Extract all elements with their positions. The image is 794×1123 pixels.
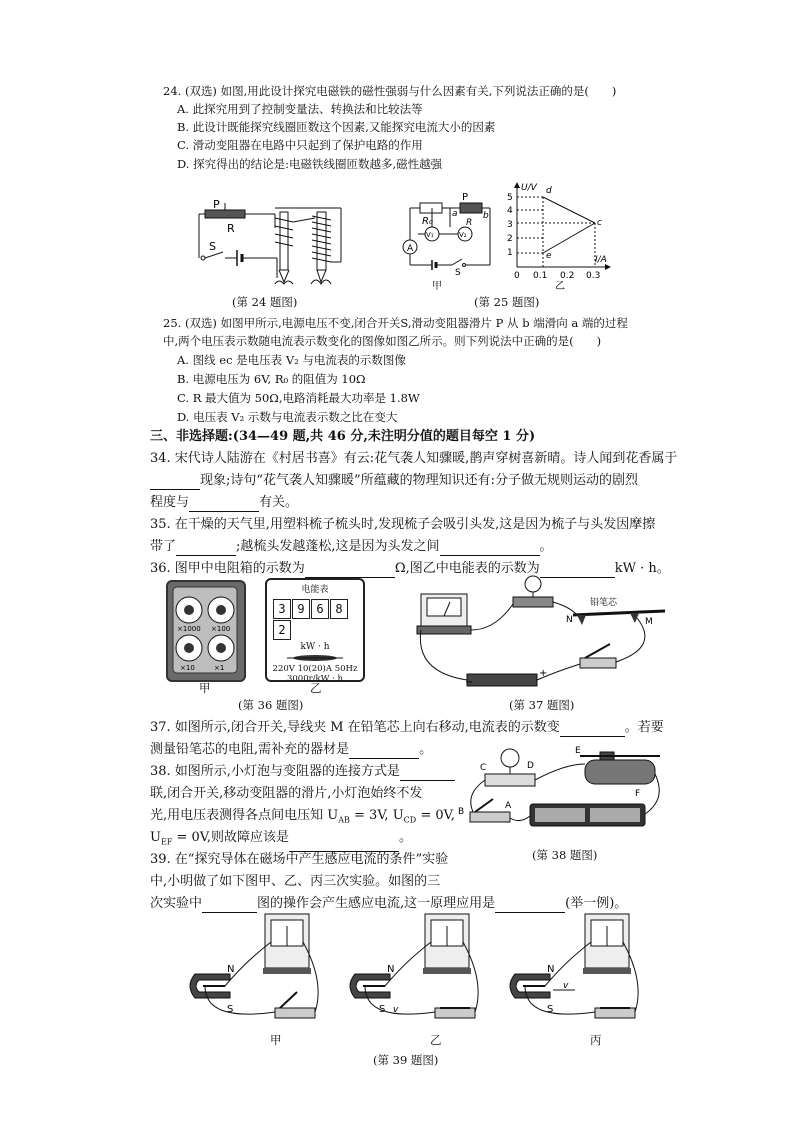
q35-line1: 35. 在干燥的天气里,用塑料梳子梳头时,发现梳子会吸引头发,这是因为梳子与头发因摩擦 bbox=[150, 517, 656, 532]
q25-point-c: c bbox=[597, 218, 602, 228]
q25-x-tick: 0.2 bbox=[560, 271, 575, 281]
q25-stem-line1: 25. (双选) 如图甲所示,电源电压不变,闭合开关S,滑动变阻器滑片 P 从 b 端滑向 a 端的过程 bbox=[163, 316, 628, 330]
q25-voltmeter1-label: V₁ bbox=[426, 231, 434, 239]
q36-sub-label-jia: 甲 bbox=[199, 681, 211, 695]
q25-label-r0: R₀ bbox=[422, 216, 433, 227]
q36-sub-label-yi: 乙 bbox=[310, 681, 322, 695]
q37-blank-2[interactable] bbox=[349, 744, 419, 759]
q25-stem-line2: 中,两个电压表示数随电流表示数变化的图像如图乙所示。则下列说法中正确的是( ) bbox=[163, 334, 602, 348]
q37-label-pencil: 铅笔芯 bbox=[590, 598, 618, 608]
q25-label-r: R bbox=[466, 218, 473, 228]
q39-yi-s: S bbox=[379, 1004, 386, 1015]
q36-meter-digit: 3 bbox=[273, 599, 291, 619]
q39-bing-v: v bbox=[563, 981, 569, 991]
q24-option-b: B. 此设计既能探究线圈匝数这个因素,又能探究电流大小的因素 bbox=[177, 120, 496, 134]
q38-label-f: F bbox=[635, 789, 641, 799]
q24-option-a: A. 此探究用到了控制变量法、转换法和比较法等 bbox=[177, 102, 423, 116]
q25-label-s: S bbox=[455, 268, 461, 275]
q37-label-minus: − bbox=[465, 677, 474, 688]
q39-yi-n: N bbox=[387, 964, 395, 975]
q37-caption: (第 37 题图) bbox=[509, 698, 575, 712]
q39-caption: (第 39 题图) bbox=[373, 1053, 439, 1067]
q24-electromagnet-circuit bbox=[195, 198, 350, 288]
q34-blank-1[interactable] bbox=[150, 475, 200, 490]
q25-y-tick: 4 bbox=[507, 206, 513, 216]
q36-meter-title: 电能表 bbox=[301, 585, 329, 595]
q25-y-tick: 2 bbox=[507, 234, 513, 244]
q35-blank-1[interactable] bbox=[176, 541, 236, 556]
q38-blank-2[interactable] bbox=[289, 837, 399, 852]
q34-line2: 现象;诗句“花气袭人知骤暖”所蕴藏的物理知识还有:分子做无规则运动的剧烈 bbox=[150, 472, 638, 490]
q36-blank-1[interactable] bbox=[305, 563, 395, 578]
q25-y-tick: 5 bbox=[507, 193, 513, 203]
q37-pencil-circuit bbox=[405, 572, 675, 690]
q24-option-c: C. 滑动变阻器在电路中只起到了保护电路的作用 bbox=[177, 138, 423, 152]
q38-line2: 联,闭合开关,移动变阻器的滑片,小灯泡始终不发 bbox=[150, 786, 423, 801]
q36-meter-disc bbox=[285, 653, 345, 663]
q24-caption: (第 24 题图) bbox=[232, 295, 298, 309]
q39-blank-2[interactable] bbox=[495, 898, 565, 913]
q36-meter-spec2: 3000r/kW · h bbox=[286, 674, 344, 684]
q25-y-axis-label: U/V bbox=[521, 183, 537, 193]
q36-resistance-dials bbox=[170, 584, 240, 676]
q34-line3: 程度与 有关。 bbox=[150, 495, 299, 510]
q39-experiment-jia bbox=[185, 912, 335, 1032]
q24-label-s: S bbox=[209, 240, 216, 253]
q39-jia-s: S bbox=[227, 1004, 234, 1015]
q36-meter-digit: 6 bbox=[311, 599, 329, 619]
q39-line1: 39. 在“探究导体在磁场中产生感应电流的条件”实验 bbox=[150, 852, 449, 867]
q34-blank-2[interactable] bbox=[189, 497, 259, 512]
q25-point-d: d bbox=[546, 186, 552, 196]
q25-ui-graph bbox=[505, 180, 615, 290]
q36-meter-digit: 9 bbox=[292, 599, 310, 619]
q37-blank-1[interactable] bbox=[560, 722, 625, 737]
q25-ammeter-label: A bbox=[407, 244, 414, 254]
q35-blank-2[interactable] bbox=[440, 541, 540, 556]
q25-y-tick: 3 bbox=[507, 220, 513, 230]
q25-label-p: P bbox=[462, 192, 469, 203]
q25-label-a: a bbox=[452, 209, 458, 219]
q38-line4: $U_{EF} = 0V$,则故障应该是 。 bbox=[150, 829, 412, 852]
q39-bing-s: S bbox=[547, 1004, 554, 1015]
q25-option-d: D. 电压表 V₂ 示数与电流表示数之比在变大 bbox=[177, 410, 398, 424]
q38-label-c: C bbox=[480, 763, 487, 773]
q38-blank-1[interactable] bbox=[400, 766, 455, 781]
q25-voltmeter2-label: V₂ bbox=[459, 231, 467, 239]
q39-experiment-yi bbox=[345, 912, 495, 1032]
q38-line1: 38. 如图所示,小灯泡与变阻器的连接方式是 bbox=[150, 763, 455, 781]
q36-meter-unit: kW · h bbox=[300, 642, 330, 652]
q38-label-e: E bbox=[575, 746, 581, 756]
q39-sub-label-jia: 甲 bbox=[270, 1033, 282, 1047]
q36-dial-label: ×1000 bbox=[177, 625, 201, 633]
q25-point-e: e bbox=[546, 251, 552, 261]
q25-option-b: B. 电源电压为 6V, R₀ 的阻值为 10Ω bbox=[177, 372, 366, 386]
q39-sub-label-bing: 丙 bbox=[590, 1033, 602, 1047]
q25-x-tick: 0 bbox=[514, 271, 520, 281]
q25-caption: (第 25 题图) bbox=[474, 295, 540, 309]
q25-x-axis-label: I/A bbox=[595, 255, 607, 265]
q37-label-m: M bbox=[645, 617, 653, 627]
q39-jia-n: N bbox=[227, 964, 235, 975]
q36-meter-digits bbox=[273, 598, 363, 640]
section-heading: 三、非选择题:(34—49 题,共 46 分,未注明分值的题目每空 1 分) bbox=[150, 429, 536, 444]
q25-circuit-diagram bbox=[400, 190, 500, 275]
q38-label-b: B bbox=[458, 807, 465, 817]
q37-label-n: N bbox=[566, 615, 573, 625]
q39-sub-label-yi: 乙 bbox=[430, 1033, 442, 1047]
q25-sub-label-yi: 乙 bbox=[555, 281, 565, 290]
q34-line1: 34. 宋代诗人陆游在《村居书喜》有云:花气袭人知骤暖,鹊声穿树喜新晴。诗人闻到花香属于 bbox=[150, 451, 678, 466]
q39-line2: 中,小明做了如下图甲、乙、丙三次实验。如图的三 bbox=[150, 874, 441, 889]
q38-label-d: D bbox=[527, 761, 534, 771]
q36-energy-meter bbox=[265, 578, 365, 682]
q24-stem: 24. (双选) 如图,用此设计探究电磁铁的磁性强弱与什么因素有关,下列说法正确的是( ) bbox=[163, 84, 617, 98]
q38-bulb-rheostat-circuit bbox=[455, 744, 670, 839]
q36-dial-label: ×10 bbox=[180, 664, 195, 672]
q36-meter-digit: 8 bbox=[330, 599, 348, 619]
q25-y-tick: 1 bbox=[507, 248, 513, 258]
q39-experiment-bing bbox=[505, 912, 655, 1032]
q25-option-a: A. 图线 ec 是电压表 V₂ 与电流表的示数图像 bbox=[177, 353, 406, 367]
q38-label-a: A bbox=[505, 801, 512, 811]
q39-yi-v: v bbox=[393, 1005, 399, 1015]
q25-sub-label-jia: 甲 bbox=[432, 281, 442, 292]
q35-line2: 带了 ;越梳头发越蓬松,这是因为头发之间 。 bbox=[150, 539, 553, 554]
q36-dial-label: ×100 bbox=[211, 625, 231, 633]
q38-caption: (第 38 题图) bbox=[532, 848, 598, 862]
q36-caption: (第 36 题图) bbox=[238, 698, 304, 712]
q25-label-b: b bbox=[483, 211, 489, 221]
q39-bing-n: N bbox=[547, 964, 555, 975]
q37-line2: 测量铅笔芯的电阻,需补充的器材是 。 bbox=[150, 742, 433, 757]
q25-option-c: C. R 最大值为 50Ω,电路消耗最大功率是 1.8W bbox=[177, 391, 420, 405]
q36-dial-label: ×1 bbox=[214, 664, 225, 672]
q36-meter-digit: 2 bbox=[273, 620, 291, 640]
q24-option-d: D. 探究得出的结论是:电磁铁线圈匝数越多,磁性越强 bbox=[177, 157, 443, 171]
q37-line1: 37. 如图所示,闭合开关,导线夹 M 在铅笔芯上向右移动,电流表的示数变 。若要 bbox=[150, 720, 664, 735]
q39-blank-1[interactable] bbox=[202, 898, 257, 913]
q36-meter-spec1: 220V 10(20)A 50Hz bbox=[272, 664, 358, 674]
q25-x-tick: 0.1 bbox=[533, 271, 548, 281]
q24-label-r: R bbox=[227, 222, 235, 235]
q38-line3: 光,用电压表测得各点间电压知 $U_{AB} = 3V$, $U_{CD} = 0V$, bbox=[150, 808, 455, 825]
q36-line: 36. 图甲中电阻箱的示数为 Ω,图乙中电能表的示数为 kW · h。 bbox=[150, 561, 670, 576]
q24-label-p: P bbox=[213, 198, 220, 211]
q37-label-plus: + bbox=[539, 668, 548, 679]
q39-line3: 次实验中 图的操作会产生感应电流,这一原理应用是 (举一例)。 bbox=[150, 896, 628, 911]
q25-x-tick: 0.3 bbox=[586, 271, 601, 281]
